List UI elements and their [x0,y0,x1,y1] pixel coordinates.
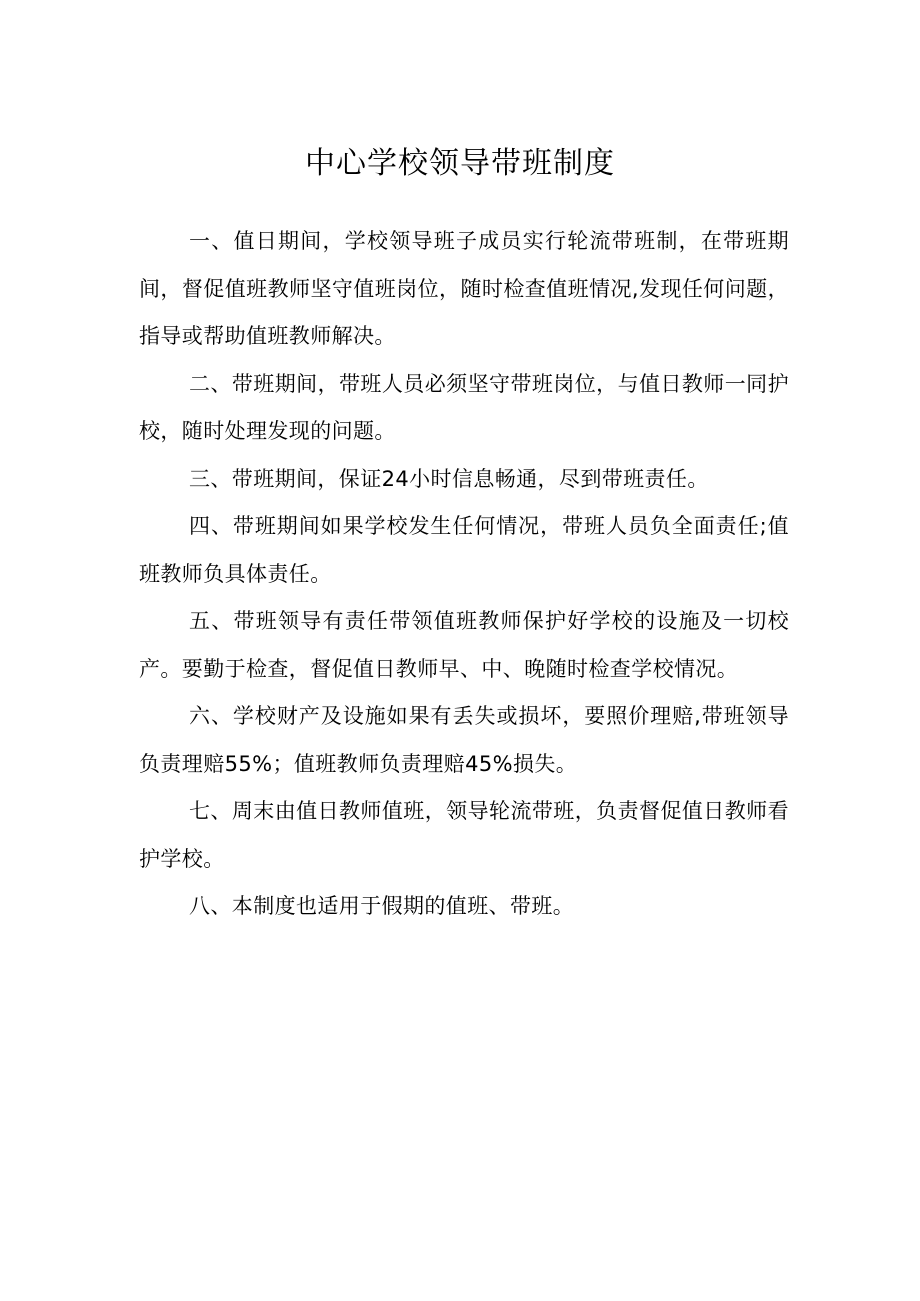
paragraph-3: 三、带班期间，保证24小时信息畅通，尽到带班责任。 [189,466,709,491]
paragraph-7: 七、周末由值日教师值班，领导轮流带班，负责督促值日教师看护学校。 [139,799,789,871]
paragraph-6: 六、学校财产及设施如果有丢失或损坏，要照价理赔,带班领导负责理赔55%；值班教师负责理赔45%损失。 [139,704,789,776]
paragraph-2: 二、带班期间，带班人员必须坚守带班岗位，与值日教师一同护校，随时处理发现的问题。 [139,371,789,443]
document-body [139,218,789,931]
document-title: 中心学校领导带班制度 [305,146,615,181]
paragraph-4: 四、带班期间如果学校发生任何情况，带班人员负全面责任;值班教师负具体责任。 [139,514,789,586]
paragraph-1: 一、值日期间，学校领导班子成员实行轮流带班制，在带班期间，督促值班教师坚守值班岗位，随时检查值班情况,发现任何问题，指导或帮助值班教师解决。 [139,229,789,348]
paragraph-5: 五、带班领导有责任带领值班教师保护好学校的设施及一切校产。要勤于检查，督促值日教师早、中、晚随时检查学校情况。 [139,609,789,681]
paragraph-8: 八、本制度也适用于假期的值班、带班。 [189,894,575,918]
